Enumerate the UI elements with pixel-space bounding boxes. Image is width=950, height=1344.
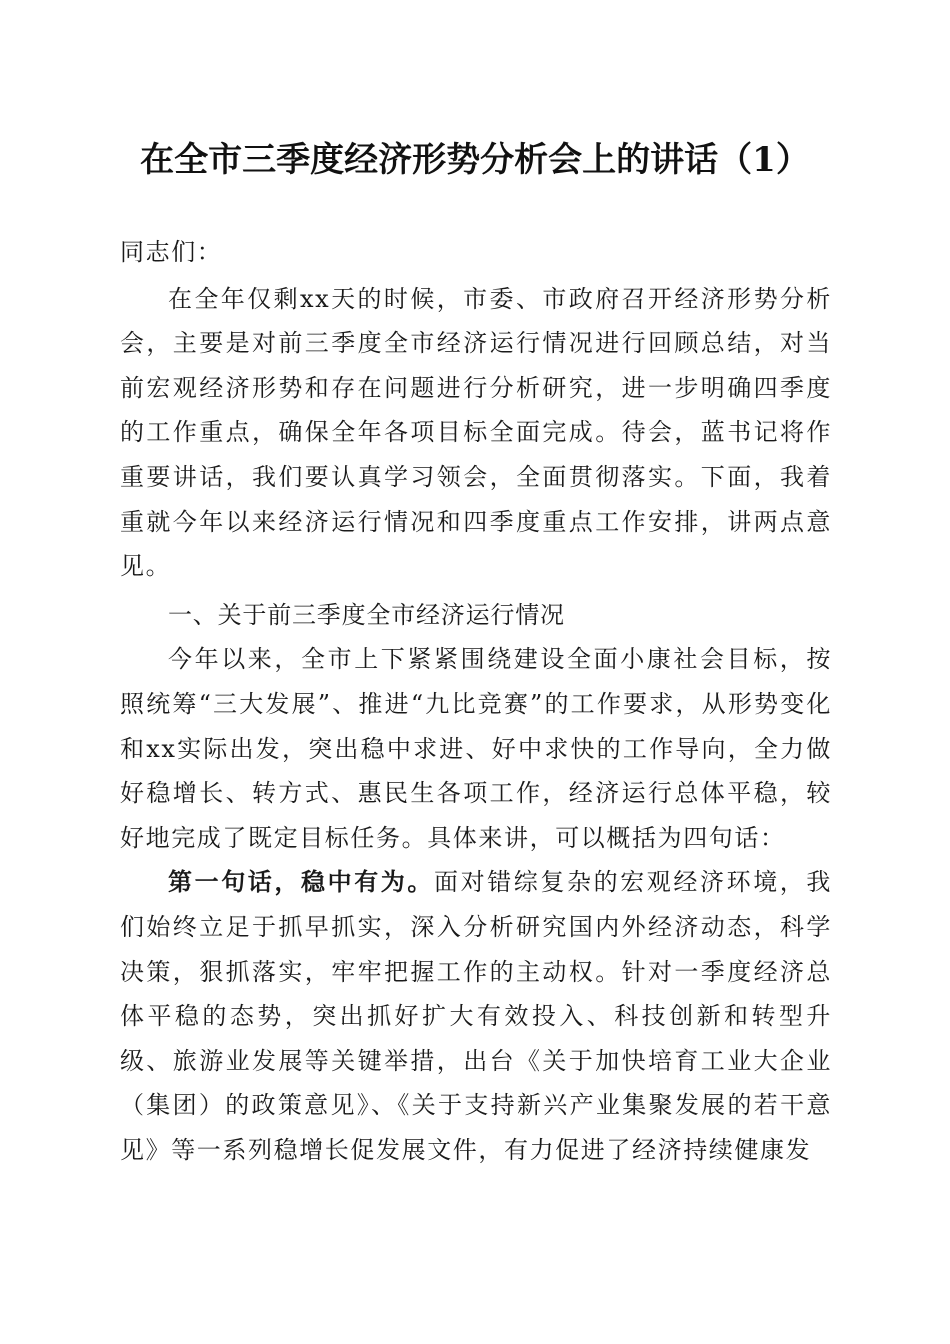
document-body <box>120 230 832 1172</box>
opening-paragraph: 在全年仅剩xx天的时候，市委、市政府召开经济形势分析会，主要是对前三季度全市经济运行情况进行回顾总结，对当前宏观经济形势和存在问题进行分析研究，进一步明确四季度的工作重点，确保全年各项目标全面完成。待会，蓝书记将作重要讲话，我们要认真学习领会，全面贯彻落实。下面，我着重就今年以来经济运行情况和四季度重点工作安排，讲两点意见。 <box>120 284 832 581</box>
section-heading: 一、关于前三季度全市经济运行情况 <box>168 600 565 629</box>
point-one-text: 面对错综复杂的宏观经济环境，我们始终立足于抓早抓实，深入分析研究国内外经济动态，科学决策，狠抓落实，牢牢把握工作的主动权。针对一季度经济总体平稳的态势，突出抓好扩大有效投入、科技创新和转型升级、旅游业发展等关键举措，出台《关于加快培育工业大企业（集团）的政策意见》、《关于支持新兴产业集聚发展的若干意见》等一系列稳增长促发展文件，有力促进了经济持续健康发 <box>120 868 832 1164</box>
point-one-paragraph <box>120 860 832 1172</box>
point-one-lead: 第一句话，稳中有为。 <box>168 867 434 897</box>
greeting: 同志们： <box>120 238 223 266</box>
section-paragraph: 今年以来，全市上下紧紧围绕建设全面小康社会目标，按照统筹“三大发展”、推进“九比竞赛”的工作要求，从形势变化和xx实际出发，突出稳中求进、好中求快的工作导向，全力做好稳增长、转方式、惠民生各项工作，经济运行总体平稳，较好地完成了既定目标任务。具体来讲，可以概括为四句话： <box>120 645 832 852</box>
document-title: 在全市三季度经济形势分析会上的讲话（1） <box>140 140 810 180</box>
